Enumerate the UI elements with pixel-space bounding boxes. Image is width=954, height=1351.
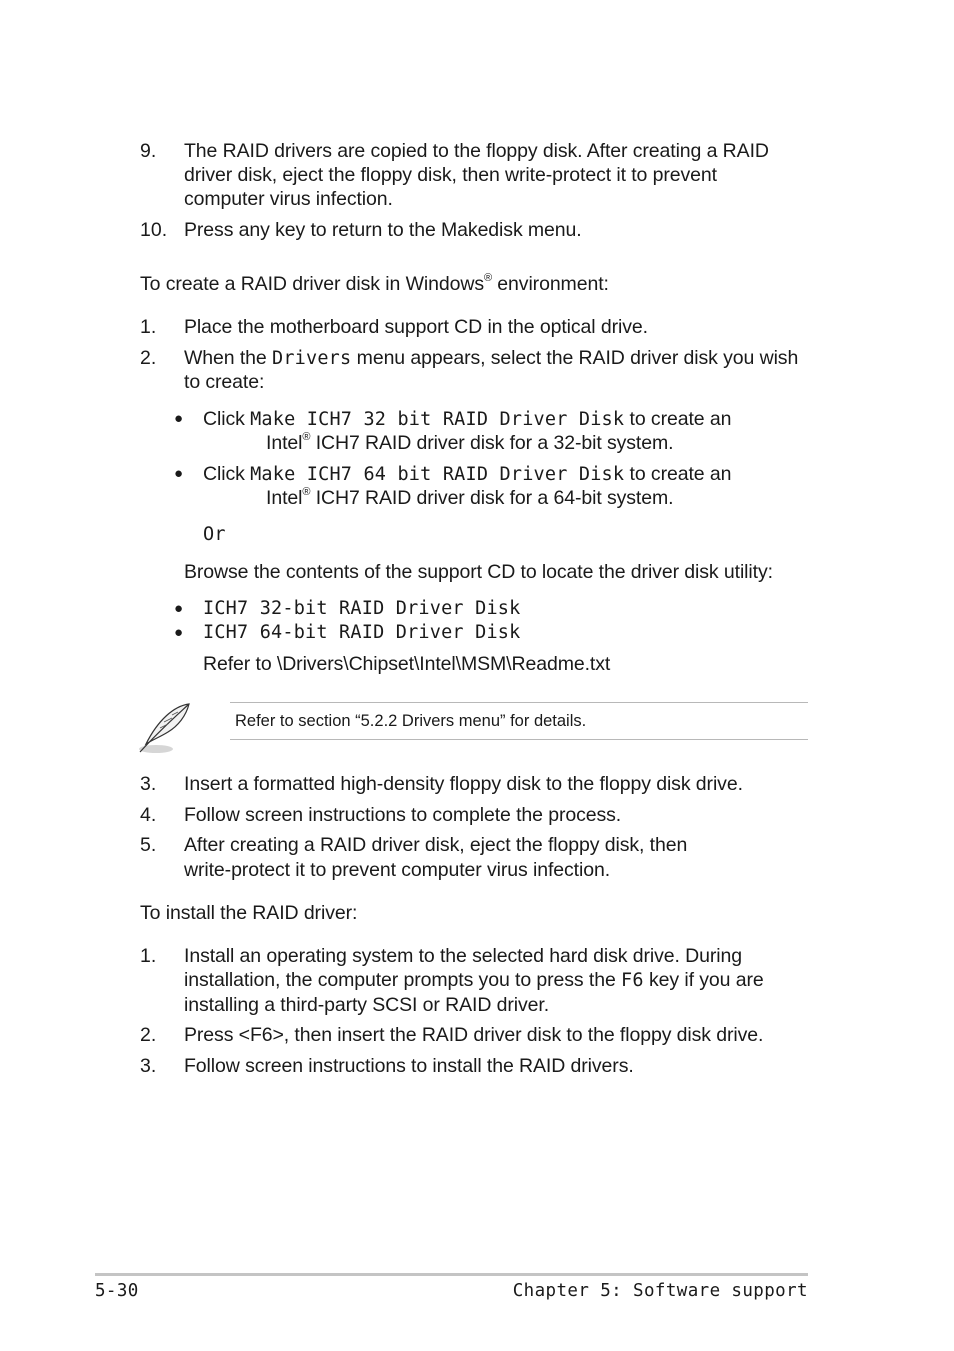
note-quill-icon	[134, 700, 194, 756]
step-text-line: Follow screen instructions to complete the process.	[184, 804, 622, 826]
step-text-line: Press <F6>, then insert the RAID driver disk to the floppy disk drive.	[184, 1024, 764, 1046]
bullet-icon: ●	[174, 600, 184, 617]
step-number: 3.	[140, 773, 157, 795]
step-number: 4.	[140, 804, 157, 826]
step-number: 5.	[140, 834, 157, 856]
step-text-line: driver disk, eject the floppy disk, then write-protect it to prevent	[184, 164, 717, 186]
step-text-line: to create:	[184, 371, 265, 393]
step-text-line: When the Drivers menu appears, select the RAID driver disk you wish	[184, 347, 799, 369]
bullet-text-line: Click Make ICH7 64 bit RAID Driver Disk to create an	[203, 463, 732, 485]
bullet-icon: ●	[174, 410, 184, 427]
or-label: Or	[203, 524, 226, 545]
bullet-icon: ●	[174, 624, 184, 641]
chapter-title: Chapter 5: Software support	[512, 1281, 808, 1301]
step-number: 2.	[140, 347, 157, 369]
f6-key-label: F6	[621, 970, 644, 991]
step-number: 3.	[140, 1055, 157, 1077]
step-number: 2.	[140, 1024, 157, 1046]
section-heading-install: To install the RAID driver:	[140, 902, 358, 924]
bullet-icon: ●	[174, 465, 184, 482]
step-text-line: write-protect it to prevent computer virus infection.	[184, 859, 611, 881]
page-number: 5-30	[95, 1281, 139, 1301]
utility-item: ICH7 64-bit RAID Driver Disk	[203, 622, 521, 643]
drivers-menu-label: Drivers	[271, 348, 352, 369]
step-text-line: installation, the computer prompts you to press the F6 key if you are	[184, 969, 764, 991]
bullet-text-line: Click Make ICH7 32 bit RAID Driver Disk to create an	[203, 408, 732, 430]
step-text-line: After creating a RAID driver disk, eject the floppy disk, then	[184, 834, 688, 856]
footer-rule	[95, 1273, 808, 1276]
menu-item-32bit: Make ICH7 32 bit RAID Driver Disk	[250, 409, 625, 430]
note-bottom-rule	[230, 739, 808, 740]
step-text-line: Insert a formatted high-density floppy disk to the floppy disk drive.	[184, 773, 743, 795]
step-number: 1.	[140, 945, 157, 967]
step-text-line: installing a third-party SCSI or RAID driver.	[184, 994, 550, 1016]
browse-text: Browse the contents of the support CD to locate the driver disk utility:	[184, 561, 773, 583]
step-text-line: Place the motherboard support CD in the optical drive.	[184, 316, 648, 338]
step-text-line: computer virus infection.	[184, 188, 393, 210]
note-top-rule	[230, 702, 808, 703]
step-text-line: Follow screen instructions to install the RAID drivers.	[184, 1055, 634, 1077]
utility-item: ICH7 32-bit RAID Driver Disk	[203, 598, 521, 619]
note-text: Refer to section “5.2.2 Drivers menu” for details.	[235, 712, 587, 730]
menu-item-64bit: Make ICH7 64 bit RAID Driver Disk	[250, 464, 625, 485]
bullet-text-line: Intel® ICH7 RAID driver disk for a 64-bit system.	[266, 485, 674, 509]
bullet-text-line: Intel® ICH7 RAID driver disk for a 32-bit system.	[266, 430, 674, 454]
step-text-line: Install an operating system to the selected hard disk drive. During	[184, 945, 743, 967]
step-text-line: The RAID drivers are copied to the floppy disk. After creating a RAID	[184, 140, 769, 162]
step-text-line: Press any key to return to the Makedisk menu.	[184, 219, 582, 241]
step-number: 9.	[140, 140, 157, 162]
refer-path-text: Refer to \Drivers\Chipset\Intel\MSM\Readme.txt	[203, 653, 611, 675]
step-number: 1.	[140, 316, 157, 338]
section-heading-windows: To create a RAID driver disk in Windows® environment:	[140, 271, 609, 295]
step-number: 10.	[140, 219, 168, 241]
